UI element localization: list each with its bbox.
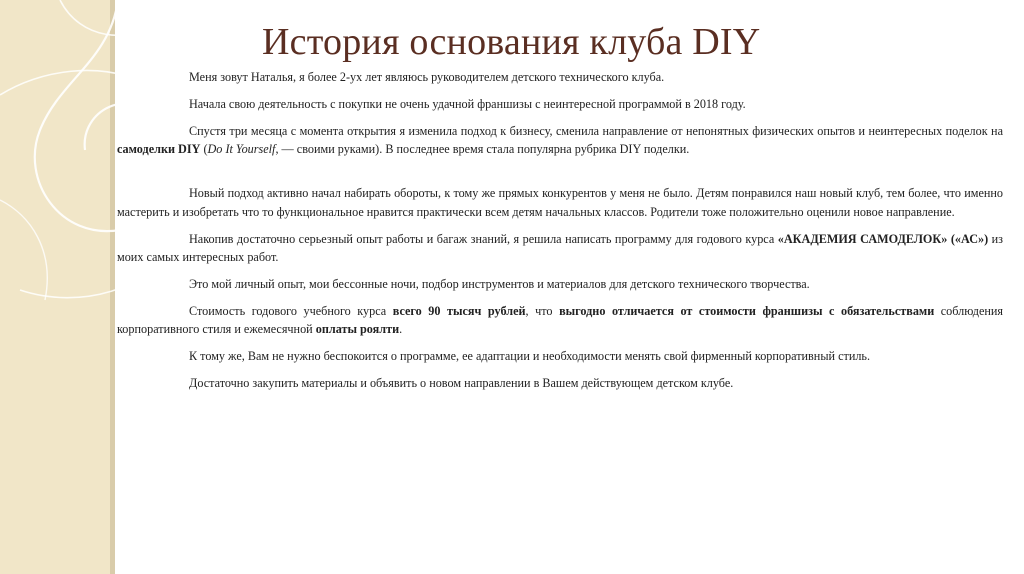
text-run: , что	[525, 303, 560, 318]
bold-text: выгодно отличается от стоимости франшизы с обязательствами	[559, 303, 935, 318]
text-run: Накопив достаточно серьезный опыт работы и багаж знаний, я решила написать программу для годового курса	[189, 231, 778, 246]
paragraph	[117, 230, 1003, 267]
paragraph: Новый подход активно начал набирать обороты, к тому же прямых конкурентов у меня не было. Детям понравился наш новый клуб, тем более, что именно мастерить и изобретать что то функциональное нравится практически всем детям начальных классов. Родители тоже положительно оценили новое направление.	[117, 186, 1003, 219]
page-title: История основания клуба DIY	[262, 21, 761, 63]
paragraph	[117, 122, 1003, 159]
italic-text: Do It Yourself	[207, 142, 276, 156]
text-run: Стоимость годового учебного курса	[189, 303, 393, 318]
text-run: соблюдения корпоративного стиля и ежемесячной	[117, 303, 1003, 337]
text-run: .	[399, 322, 403, 337]
bold-text: оплаты роялти	[315, 322, 400, 337]
paragraph: К тому же, Вам не нужно беспокоится о программе, ее адаптации и необходимости менять свой фирменный корпоративный стиль.	[189, 348, 871, 363]
text-run: Спустя три месяца с момента открытия я изменила подход к бизнесу, сменила направление от непонятных физических опытов и неинтересных поделок на	[189, 123, 1003, 138]
paragraph: Начала свою деятельность с покупки не очень удачной франшизы с неинтересной программой в 2018 году.	[189, 96, 746, 111]
text-run: из моих самых интересных работ.	[117, 231, 1003, 265]
paragraph: Достаточно закупить материалы и объявить о новом направлении в Вашем действующем детском клубе.	[189, 375, 734, 390]
bold-text: «АКАДЕМИЯ САМОДЕЛОК» («АС»)	[777, 231, 989, 246]
body-text	[117, 68, 1003, 400]
text-run: (	[200, 142, 208, 156]
paragraph	[117, 302, 1003, 339]
paragraph: Меня зовут Наталья, я более 2-ух лет являюсь руководителем детского технического клуба.	[189, 70, 665, 84]
paragraph: Это мой личный опыт, мои бессонные ночи, подбор инструментов и материалов для детского технического творчества.	[189, 276, 810, 291]
text-run: , — своими руками). В последнее время стала популярна рубрика DIY поделки.	[275, 142, 690, 156]
bold-text: всего 90 тысяч рублей	[392, 303, 526, 318]
bold-text: самоделки DIY	[117, 142, 201, 156]
